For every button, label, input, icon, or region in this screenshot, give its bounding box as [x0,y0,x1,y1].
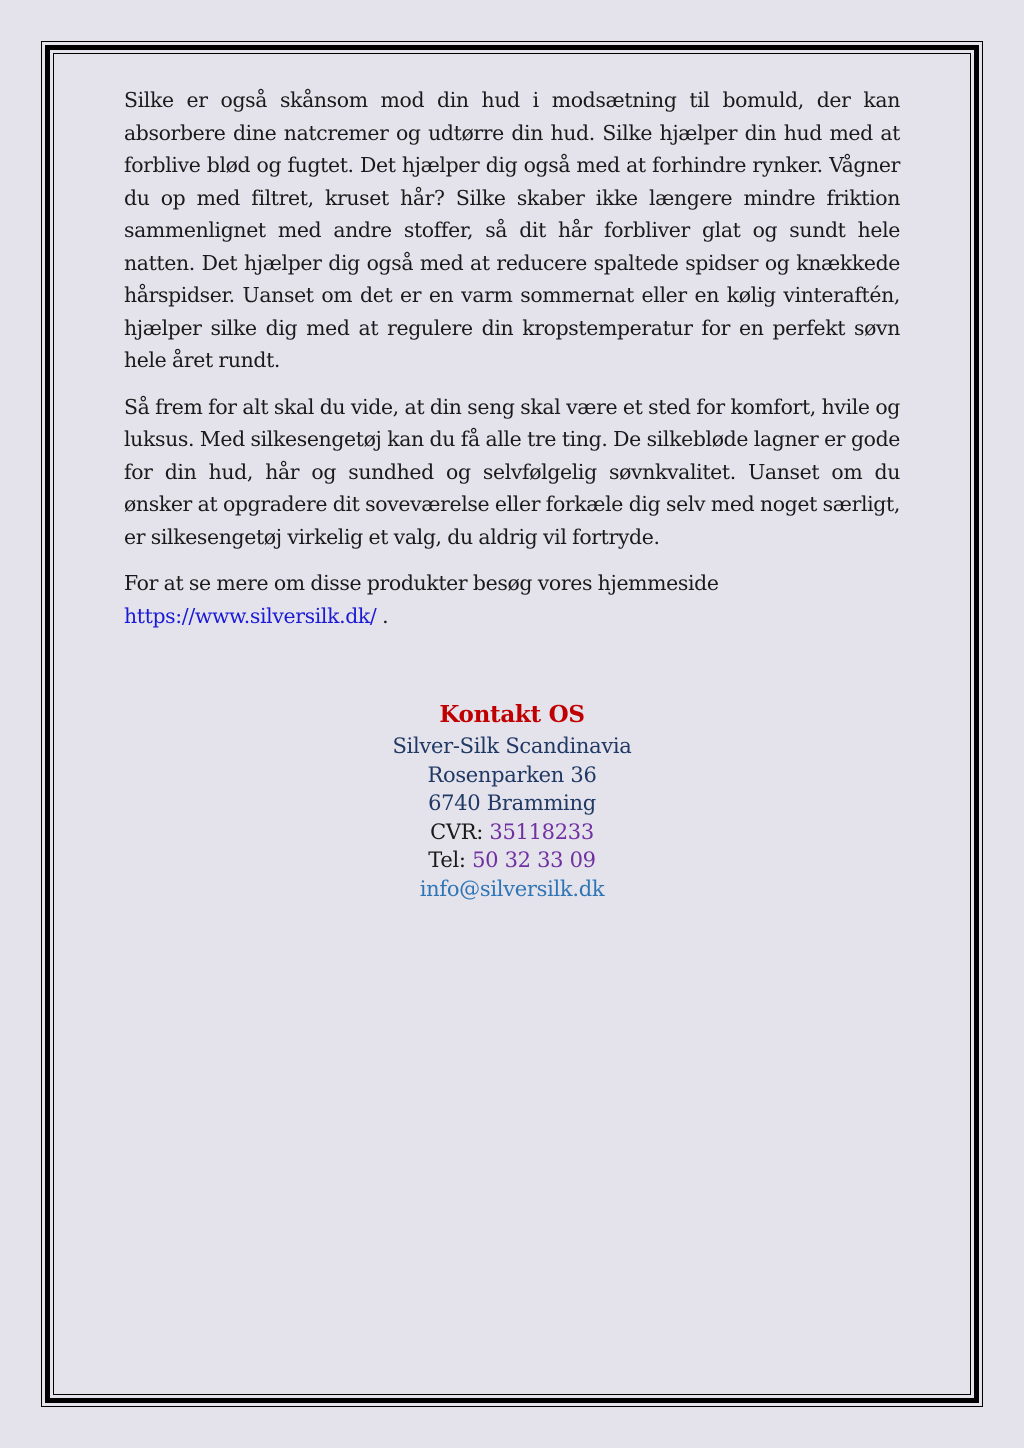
website-link[interactable]: https://www.silversilk.dk/ [124,603,377,628]
cvr-line [0,818,1024,847]
paragraph-silk-bedding: Så frem for alt skal du vide, at din seng skal være et sted for komfort, hvile og luksus. Med silkesengetøj kan du få alle tre ting. De silkebløde lagner er gode for din hud, hår og sundhed og selvfølgelig søvnkvalitet. Uanset om du ønsker at opgradere dit soveværelse eller forkæle dig selv med noget særligt, er silkesengetøj virkelig et valg, du aldrig vil fortryde. [124,394,900,549]
phone-line [0,846,1024,875]
cvr-number: 35118233 [489,819,594,844]
contact-title: Kontakt OS [439,701,585,728]
call-to-action [124,567,900,632]
cta-text: For at se mere om disse produkter besøg vores hjemmeside [124,571,719,595]
contact-block [0,698,1024,903]
document-body [124,84,900,646]
cta-suffix: . [376,603,389,628]
company-name: Silver-Silk Scandinavia [392,734,632,758]
phone-number[interactable]: 50 32 33 09 [472,848,596,872]
cvr-label: CVR: [430,819,490,844]
phone-label: Tel: [428,848,473,872]
paragraph-silk-benefits: Silke er også skånsom mod din hud i modsætning til bomuld, der kan absorbere dine natcremer og udtørre din hud. Silke hjælper din hud med at forblive blød og fugtet. Det hjælper dig også med at forhindre rynker. Vågner du op med filtret, kruset hår? Silke skaber ikke længere mindre friktion sammenlignet med andre stoffer, så dit hår forbliver glat og sundt hele natten. Det hjælper dig også med at reducere spaltede spidser og knækkede hårspidser. Uanset om det er en varm sommernat eller en kølig vinteraftén, hjælper silke dig med at regulere din kropstemperatur for en perfekt søvn hele året rundt. [124,88,900,372]
email-link[interactable]: info@silversilk.dk [419,876,605,901]
city-address: 6740 Bramming [428,791,596,815]
street-address: Rosenparken 36 [427,762,597,787]
